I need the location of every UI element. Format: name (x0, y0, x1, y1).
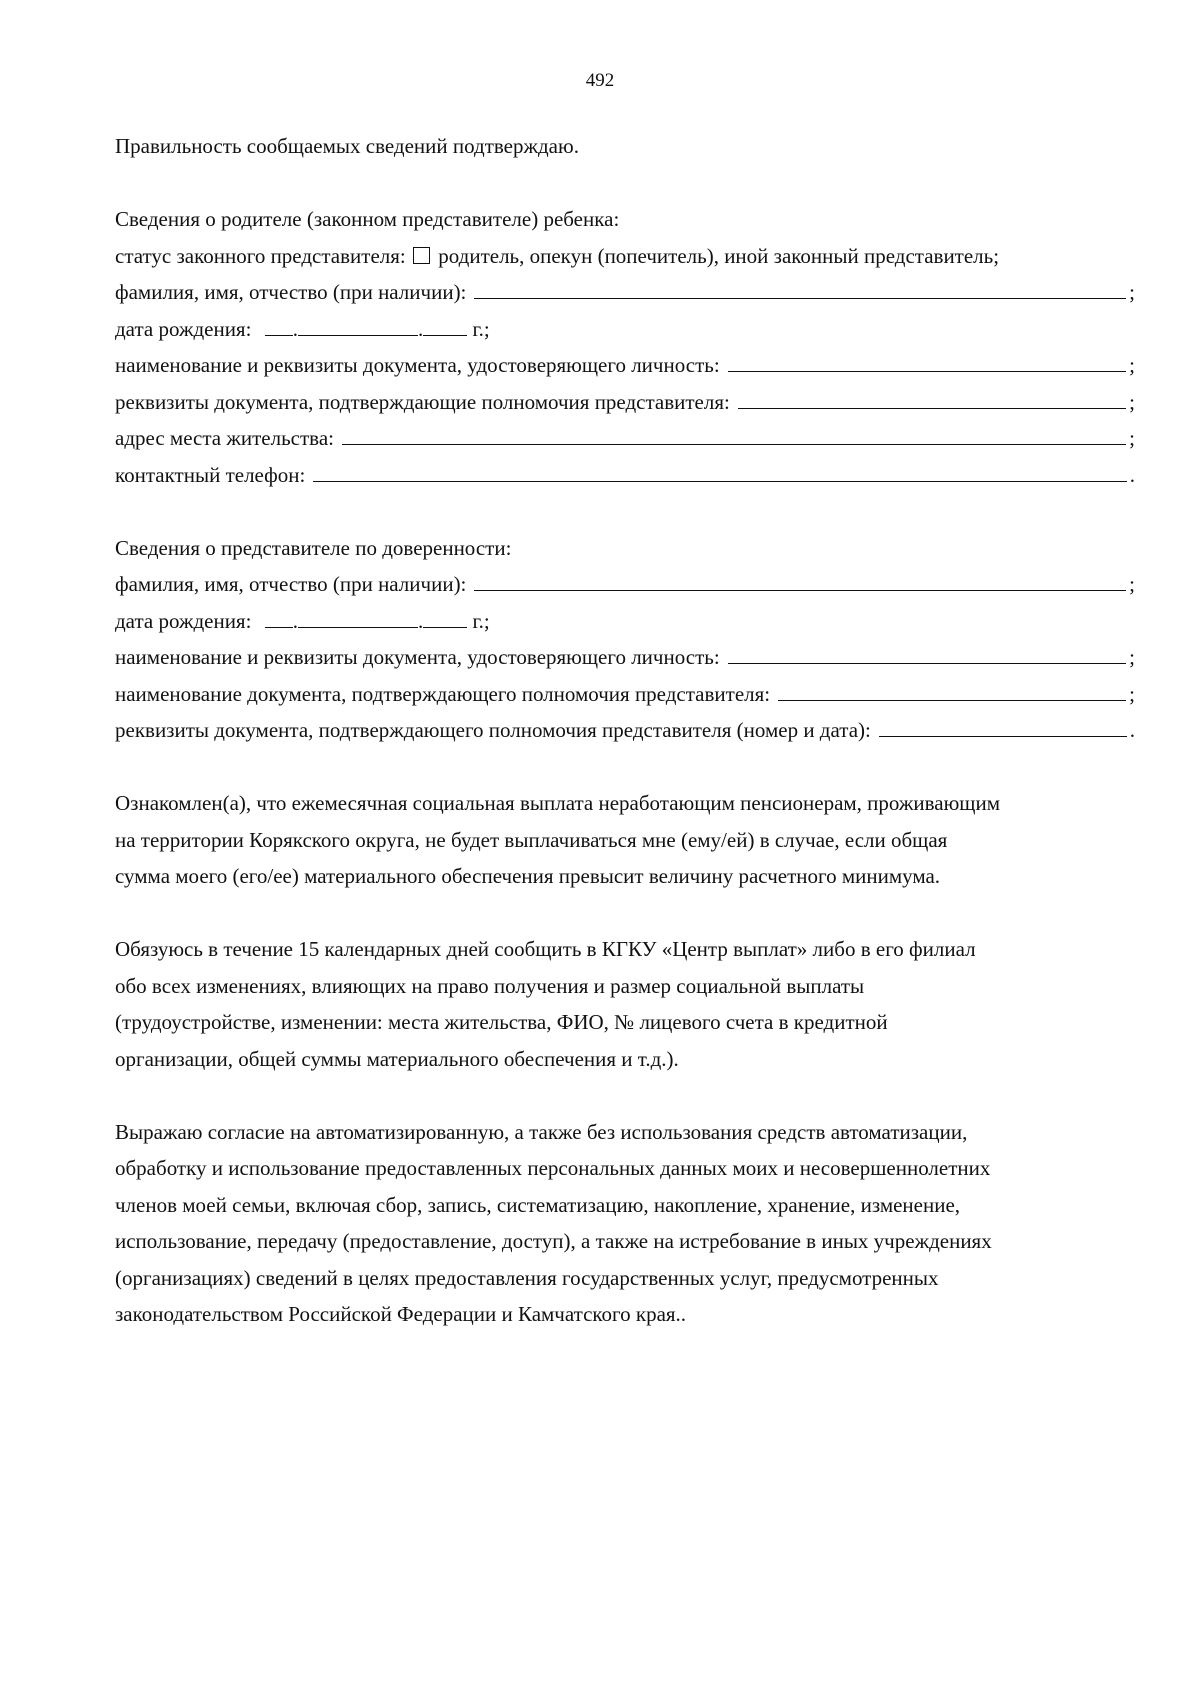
proxy-fio-label: фамилия, имя, отчество (при наличии): (115, 572, 467, 596)
parent-birth-label: дата рождения: (115, 316, 252, 341)
semicolon: ; (1129, 389, 1135, 414)
parent-heading: Сведения о родителе (законном представителе) ребенка: (115, 207, 620, 231)
paragraph-line: сумма моего (его/ее) материального обеспечения превысит величину расчетного минимума. (115, 864, 941, 888)
paragraph-line: (организациях) сведений в целях предоставления государственных услуг, предусмотренных (115, 1265, 939, 1290)
parent-authority-row (115, 384, 1135, 421)
date-dot: . (417, 316, 424, 341)
page-number: 492 (585, 70, 615, 91)
parent-id-doc-label: наименование и реквизиты документа, удостоверяющего личность: (115, 353, 720, 377)
parent-id-doc-row (115, 347, 1135, 384)
parent-fio-row (115, 274, 1135, 311)
paragraph-line: Ознакомлен(а), что ежемесячная социальная выплата неработающим пенсионерам, проживающим (115, 791, 1000, 815)
confirmation-text: Правильность сообщаемых сведений подтверждаю. (115, 134, 579, 158)
parent-authority-field[interactable] (738, 388, 1126, 409)
paragraph-line: обо всех изменениях, влияющих на право получения и размер социальной выплаты (115, 973, 865, 998)
parent-phone-field[interactable] (313, 461, 1126, 482)
semicolon: ; (1129, 280, 1135, 304)
paragraph-line: законодательством Российской Федерации и Камчатского края.. (115, 1302, 687, 1326)
parent-birth-month-field[interactable] (298, 317, 418, 336)
paragraph-line: на территории Корякского округа, не будет выплачиваться мне (ему/ей) в случае, если общая (115, 827, 948, 852)
parent-birth-year-field[interactable] (423, 317, 467, 336)
parent-fio-field[interactable] (474, 278, 1126, 299)
proxy-birth-row (115, 603, 1135, 640)
paragraph-line: Выражаю согласие на автоматизированную, а также без использования средств автоматизации, (115, 1119, 968, 1144)
document-body (115, 128, 1135, 1333)
proxy-fio-field[interactable] (474, 570, 1126, 591)
paragraph-line: организации, общей суммы материального обеспечения и т.д.). (115, 1046, 679, 1071)
date-dot: . (417, 608, 424, 633)
semicolon: ; (1129, 426, 1135, 450)
period: . (1129, 718, 1135, 742)
parent-phone-label: контактный телефон: (115, 462, 306, 487)
parent-birth-day-field[interactable] (265, 317, 293, 336)
obligation-paragraph (115, 931, 1135, 1077)
paragraph-line: обработку и использование предоставленных персональных данных моих и несовершеннолетних (115, 1156, 991, 1180)
semicolon: ; (1129, 681, 1135, 706)
proxy-birth-year-field[interactable] (423, 609, 467, 628)
consent-paragraph (115, 1114, 1135, 1333)
parent-address-label: адрес места жительства: (115, 426, 334, 450)
parent-birth-row (115, 311, 1135, 348)
parent-address-row (115, 420, 1135, 457)
period: . (1129, 462, 1135, 487)
paragraph-line: членов моей семьи, включая сбор, запись, систематизацию, накопление, хранение, изменение, (115, 1192, 961, 1217)
proxy-authority-name-field[interactable] (778, 680, 1126, 701)
proxy-birth-label: дата рождения: (115, 608, 252, 633)
date-dot: . (292, 316, 298, 341)
parent-phone-row (115, 457, 1135, 494)
parent-status-row (115, 238, 1135, 275)
proxy-fio-row (115, 566, 1135, 603)
parent-fio-label: фамилия, имя, отчество (при наличии): (115, 280, 467, 304)
parent-status-options: родитель, опекун (попечитель), иной законный представитель; (438, 243, 1000, 268)
parent-status-label: статус законного представителя: (115, 243, 406, 268)
parent-status-checkbox[interactable] (413, 247, 430, 264)
proxy-birth-month-field[interactable] (298, 609, 418, 628)
date-dot: . (292, 608, 298, 633)
parent-id-doc-field[interactable] (728, 351, 1127, 372)
acknowledgement-paragraph (115, 785, 1135, 895)
parent-address-field[interactable] (342, 424, 1126, 445)
proxy-authority-details-label: реквизиты документа, подтверждающего полномочия представителя (номер и дата): (115, 718, 871, 742)
semicolon: ; (1129, 572, 1135, 596)
proxy-birth-day-field[interactable] (265, 609, 293, 628)
proxy-id-doc-label: наименование и реквизиты документа, удостоверяющего личность: (115, 645, 720, 669)
paragraph-line: (трудоустройстве, изменении: места жительства, ФИО, № лицевого счета в кредитной (115, 1010, 888, 1034)
proxy-id-doc-row (115, 639, 1135, 676)
proxy-authority-details-field[interactable] (879, 716, 1127, 737)
paragraph-line: Обязуюсь в течение 15 календарных дней сообщить в КГКУ «Центр выплат» либо в его филиал (115, 937, 976, 961)
semicolon: ; (1129, 645, 1135, 669)
proxy-id-doc-field[interactable] (728, 643, 1127, 664)
proxy-authority-name-label: наименование документа, подтверждающего полномочия представителя: (115, 681, 771, 706)
proxy-birth-year-suffix: г.; (472, 608, 490, 633)
proxy-authority-details-row (115, 712, 1135, 749)
proxy-authority-name-row (115, 676, 1135, 713)
parent-birth-year-suffix: г.; (472, 316, 490, 341)
parent-authority-label: реквизиты документа, подтверждающие полномочия представителя: (115, 389, 730, 414)
paragraph-line: использование, передачу (предоставление, доступ), а также на истребование в иных учреждениях (115, 1229, 992, 1253)
proxy-heading: Сведения о представителе по доверенности: (115, 535, 512, 560)
semicolon: ; (1129, 353, 1135, 377)
